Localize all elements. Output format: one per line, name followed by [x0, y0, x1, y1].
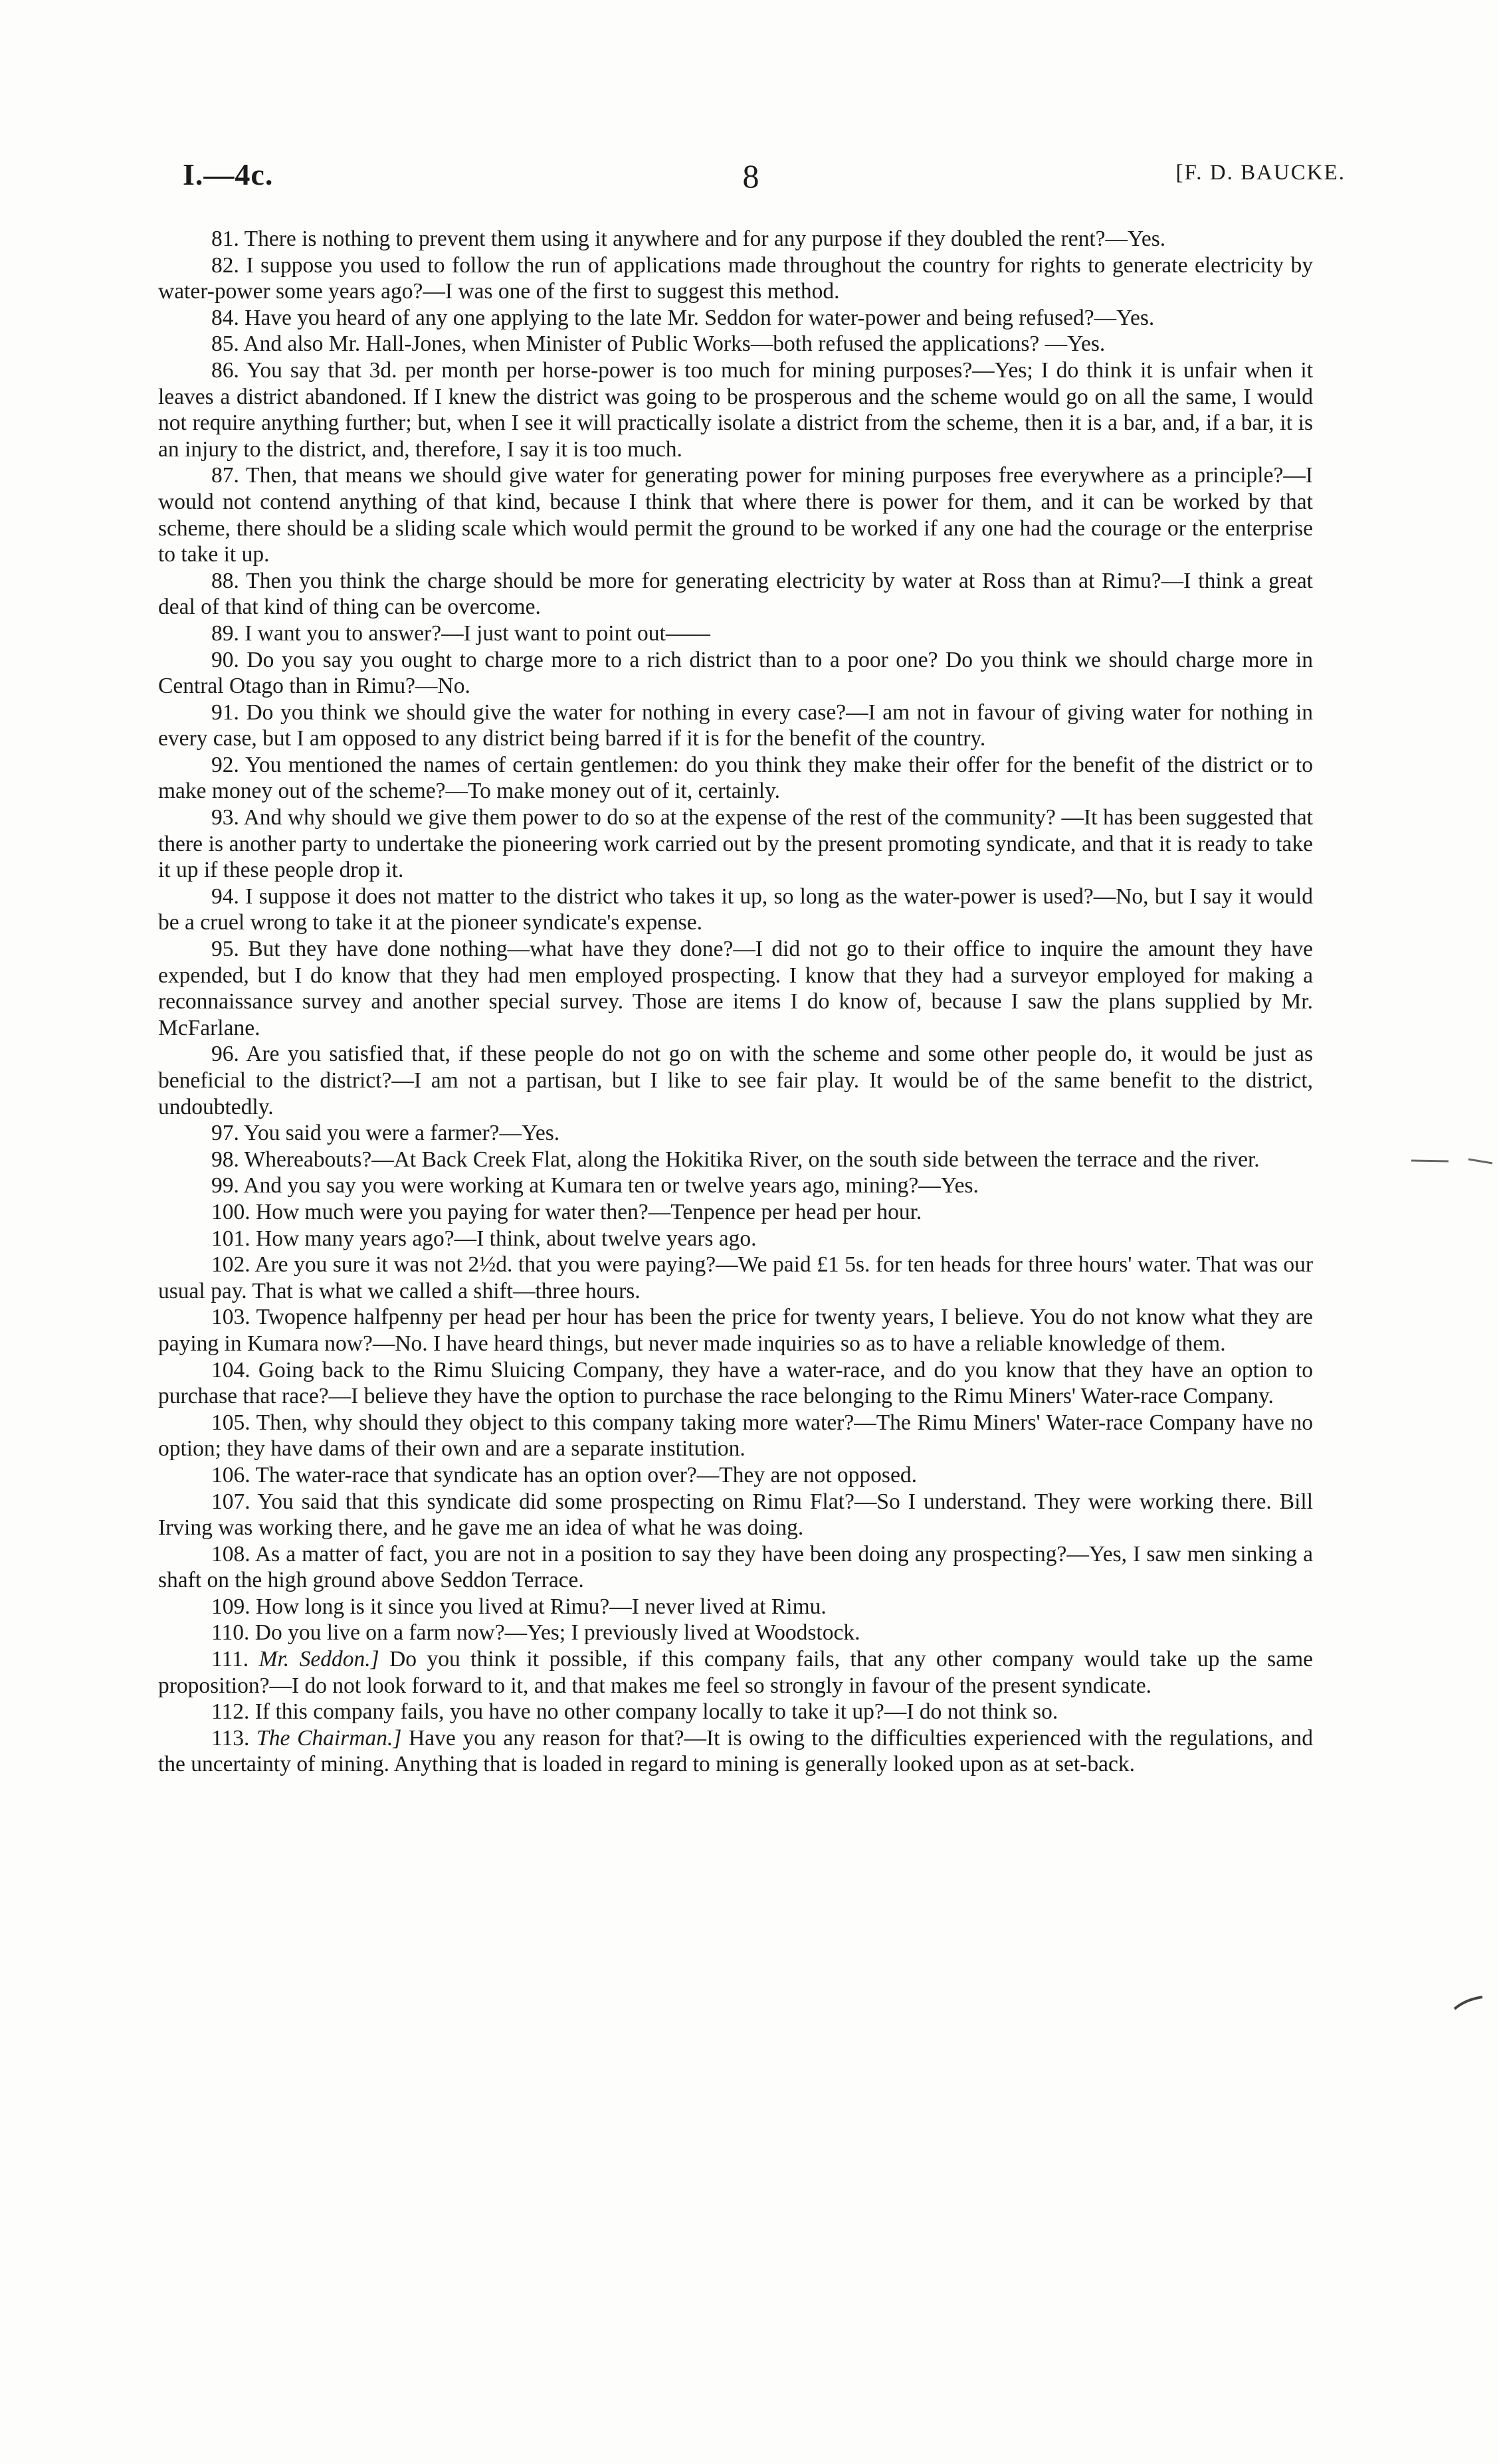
- question-92: 92. You mentioned the names of certain gentlemen: do you think they make their offer for the benefit of the district or to make money out of the scheme?—To make money out of it, certainly.: [158, 752, 1313, 804]
- margin-pencil-mark: [1452, 1993, 1485, 2013]
- question-95: 95. But they have done nothing—what have they done?—I did not go to their office to inquire the amount they have expended, but I do know that they had men employed prospecting. I know that they had a surveyor employed for making a reconnaissance survey and another special survey. Those are items I do know of, because I saw the plans supplied by Mr. McFarlane.: [158, 937, 1313, 1040]
- question-101: 101. How many years ago?—I think, about twelve years ago.: [211, 1226, 757, 1251]
- speaker-name: Mr. Seddon.]: [258, 1647, 379, 1672]
- question-111: [158, 1646, 1313, 1699]
- page-body: [158, 226, 1313, 1778]
- question-107: 107. You said that this syndicate did some prospecting on Rimu Flat?—So I understand. They were working there. Bill Irving was working there, and he gave me an idea of what he was doing.: [158, 1489, 1313, 1541]
- question-105: 105. Then, why should they object to this company taking more water?—The Rimu Miners' Water-race Company have no option; they have dams of their own and are a separate institution.: [158, 1410, 1313, 1462]
- document-reference: I.—4c.: [183, 157, 274, 191]
- question-93: 93. And why should we give them power to do so at the expense of the rest of the community? —It has been suggested that there is another party to undertake the pioneering work carried out by the present promoting syndicate, and that it is ready to take it up if these people drop it.: [158, 805, 1313, 883]
- question-112: 112. If this company fails, you have no other company locally to take it up?—I do not think so.: [211, 1699, 1058, 1725]
- question-109: 109. How long is it since you lived at Rimu?—I never lived at Rimu.: [211, 1594, 827, 1619]
- question-94: 94. I suppose it does not matter to the district who takes it up, so long as the water-power is used?—No, but I say it would be a cruel wrong to take it at the pioneer syndicate's expense.: [158, 884, 1313, 935]
- question-108: 108. As a matter of fact, you are not in a position to say they have been doing any prospecting?—Yes, I saw men sinking a shaft on the high ground above Seddon Terrace.: [158, 1541, 1313, 1593]
- question-98: 98. Whereabouts?—At Back Creek Flat, along the Hokitika River, on the south side between the terrace and the river.: [211, 1147, 1260, 1172]
- question-97: 97. You said you were a farmer?—Yes.: [211, 1121, 560, 1146]
- question-106: 106. The water-race that syndicate has an option over?—They are not opposed.: [211, 1462, 917, 1487]
- page-number: 8: [742, 157, 759, 195]
- speaker-name: The Chairman.]: [256, 1725, 402, 1751]
- question-102: 102. Are you sure it was not 2½d. that you were paying?—We paid £1 5s. for ten heads for three hours' water. That was our usual pay. That is what we called a shift—three hours.: [158, 1252, 1313, 1303]
- question-86: 86. You say that 3d. per month per horse-power is too much for mining purposes?—Yes; I do think it is unfair when it leaves a district abandoned. If I knew the district was going to be prosperous and the scheme would go on all the same, I would not require anything further; but, when I see it will practically isolate a district from the scheme, then it is a bar, and, if a bar, it is an injury to the district, and, therefore, I say it is too much.: [158, 357, 1313, 462]
- margin-pencil-mark: [1409, 1153, 1495, 1169]
- question-84: 84. Have you heard of any one applying to the late Mr. Seddon for water-power and being refused?—Yes.: [211, 305, 1155, 330]
- question-text: Do you think it possible, if this company fails, that any other company would take up the same proposition?—I do not look forward to it, and that makes me feel so strongly in favour of the present syndicate.: [158, 1647, 1314, 1698]
- question-99: 99. And you say you were working at Kumara ten or twelve years ago, mining?—Yes.: [211, 1173, 979, 1198]
- question-88: 88. Then you think the charge should be more for generating electricity by water at Ross than at Rimu?—I think a great deal of that kind of thing can be overcome.: [158, 568, 1313, 620]
- question-82: 82. I suppose you used to follow the run of applications made throughout the country for rights to generate electricity by water-power some years ago?—I was one of the first to suggest this method.: [158, 252, 1313, 304]
- question-96: 96. Are you satisfied that, if these people do not go on with the scheme and some other people do, it would be just as beneficial to the district?—I am not a partisan, but I like to see fair play. It would be of the same benefit to the district, undoubtedly.: [158, 1042, 1313, 1119]
- question-104: 104. Going back to the Rimu Sluicing Company, they have a water-race, and do you know that they have an option to purchase that race?—I believe they have the option to purchase the race belonging to the Rimu Miners' Water-race Company.: [158, 1357, 1313, 1409]
- question-text: Have you any reason for that?—It is owing to the difficulties experienced with the regulations, and the uncertainty of mining. Anything that is loaded in regard to mining is generally looked upon as at set-back.: [158, 1725, 1314, 1777]
- question-100: 100. How much were you paying for water then?—Tenpence per head per hour.: [211, 1199, 922, 1224]
- question-81: 81. There is nothing to prevent them using it anywhere and for any purpose if they doubled the rent?—Yes.: [211, 227, 1166, 251]
- question-number: 111.: [211, 1647, 249, 1672]
- question-87: 87. Then, that means we should give water for generating power for mining purposes free everywhere as a principle?—I would not contend anything of that kind, because I think that where there is power for them, and it can be worked by that scheme, there should be a sliding scale which would permit the ground to be worked if any one had the courage or the enterprise to take it up.: [158, 463, 1313, 567]
- question-103: 103. Twopence halfpenny per head per hour has been the price for twenty years, I believe. You do not know what they are paying in Kumara now?—No. I have heard things, but never made inquiries so as to have a reliable knowledge of them.: [158, 1305, 1313, 1356]
- page-header: [156, 157, 1346, 197]
- question-113: [158, 1725, 1313, 1778]
- question-90: 90. Do you say you ought to charge more to a rich district than to a poor one? Do you think we should charge more in Central Otago than in Rimu?—No.: [158, 647, 1313, 699]
- question-number: 113.: [211, 1725, 250, 1751]
- question-110: 110. Do you live on a farm now?—Yes; I previously lived at Woodstock.: [211, 1620, 860, 1646]
- witness-name: [F. D. BAUCKE.: [1175, 161, 1346, 185]
- question-91: 91. Do you think we should give the water for nothing in every case?—I am not in favour of giving water for nothing in every case, but I am opposed to any district being barred if it is for the benefit of the country.: [158, 700, 1313, 751]
- question-85: 85. And also Mr. Hall-Jones, when Minister of Public Works—both refused the applications? —Yes.: [211, 332, 1106, 357]
- question-89: 89. I want you to answer?—I just want to point out——: [211, 620, 710, 646]
